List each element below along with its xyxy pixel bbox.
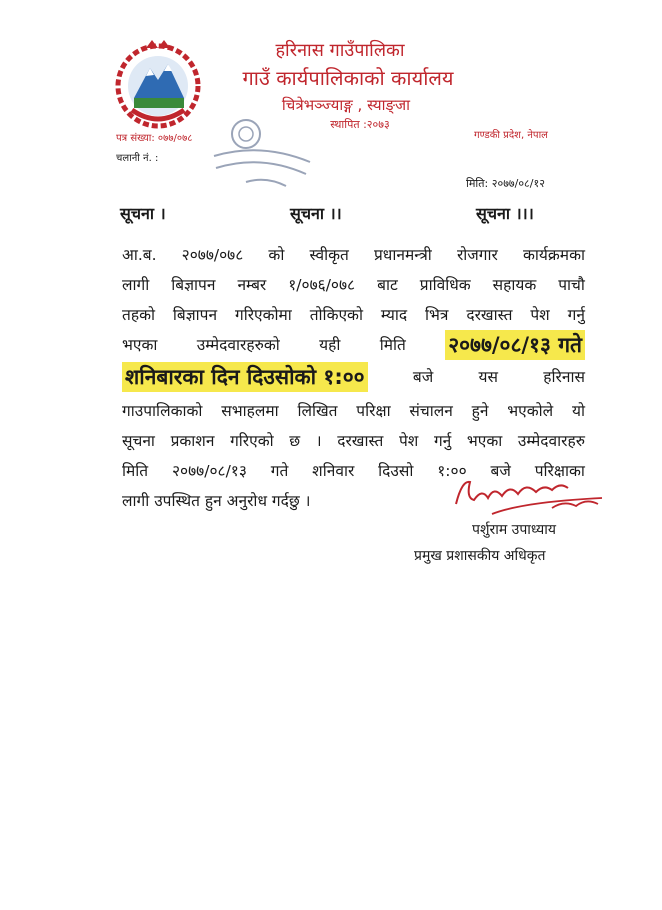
notice-heading-1: सूचना । [120,204,166,223]
highlighted-exam-time: शनिबारका दिन दिउसोको १:०० [122,362,368,392]
letter-number: पत्र संख्या: ०७७/०७८ [116,133,193,144]
signatory-name: पर्शुराम उपाध्याय [472,522,557,538]
office-name: गाउँ कार्यपालिकाको कार्यालय [242,66,454,90]
nepal-emblem-icon [112,38,204,130]
office-address: चित्रेभञ्ज्याङ्ग , स्याङ्जा [281,96,411,114]
highlighted-exam-date: २०७७/०८/१३ गते [445,330,585,360]
notice-date: मिति: २०७७/०८/१२ [466,177,545,190]
dispatch-number: चलानी नं. : [116,153,159,164]
body-line-8: मिति २०७७/०८/१३ गते शनिवार दिउसो १:०० बजे परिक्षाका [122,462,585,480]
notice-heading-3: सूचना ।।। [476,204,534,223]
notice-heading-2: सूचना ।। [290,204,342,223]
municipality-name: हरिनास गाउँपालिका [275,40,405,61]
signatory-title: प्रमुख प्रशासकीय अधिकृत [414,548,546,564]
body-line-2: लागी बिज्ञापन नम्बर १/०७६/०७८ बाट प्राविधिक सहायक पाचौ [122,276,585,294]
body-line-3: तहको बिज्ञापन गरिएकोमा तोकिएको म्याद भित्र दरखास्त पेश गर्नु [122,306,585,324]
handwritten-signature [452,474,612,522]
established-year: स्थापित :२०७३ [330,118,390,131]
office-stamp-icon [206,112,316,192]
notice-body [122,240,585,510]
body-line-6: गाउपालिकाको सभाहलमा लिखित परिक्षा संचालन हुने भएकोले यो [122,402,585,420]
body-line-4: भएका उम्मेदवारहरुको यही मिति २०७७/०८/१३ गते [122,330,585,360]
body-line-1: आ.ब. २०७७/०७८ को स्वीकृत प्रधानमन्त्री रोजगार कार्यक्रमका [122,246,585,264]
province-label: गण्डकी प्रदेश, नेपाल [474,130,548,141]
body-line-7: सूचना प्रकाशन गरिएको छ । दरखास्त पेश गर्नु भएका उम्मेदवारहरु [122,432,585,450]
body-line-5: शनिबारका दिन दिउसोको १:०० बजे यस हरिनास [122,362,585,392]
body-line-9: लागी उपस्थित हुन अनुरोध गर्दछु । [122,492,311,510]
